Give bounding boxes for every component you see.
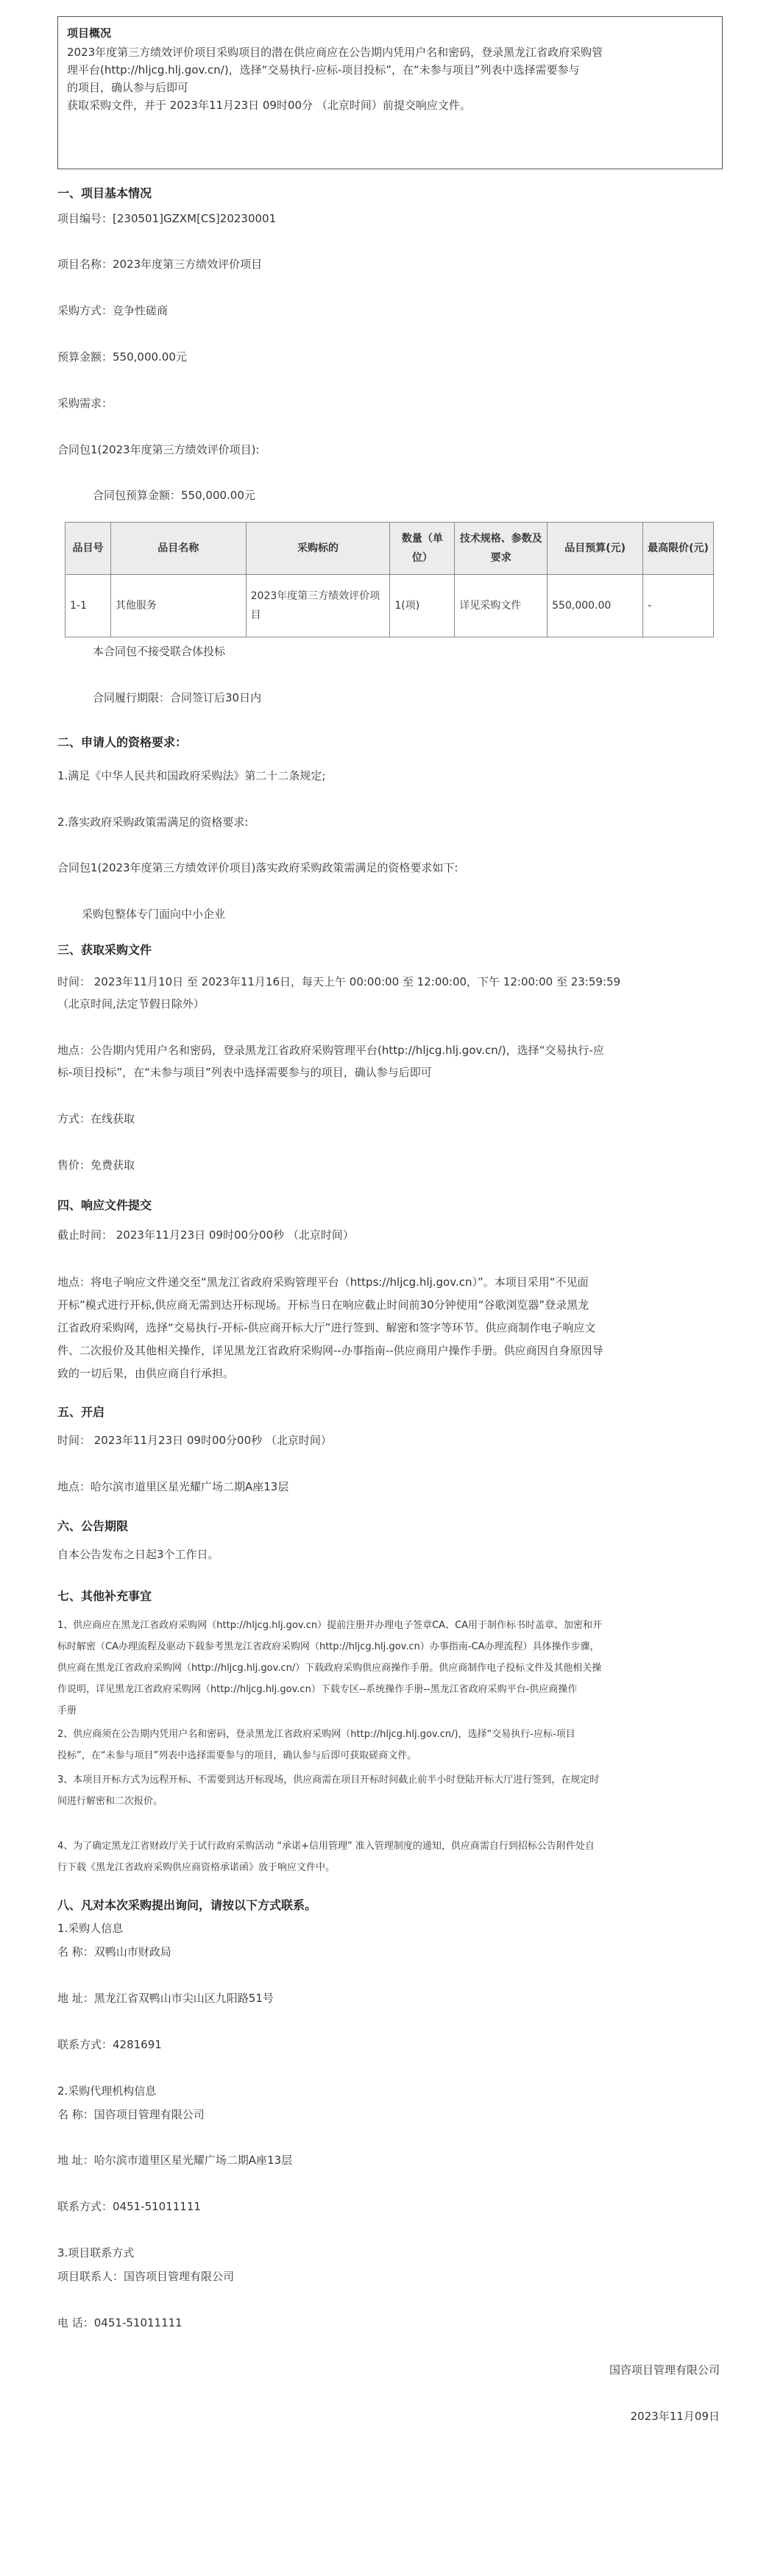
submission-place: 开标”模式进行开标,供应商无需到达开标现场。开标当日在响应截止时间前30分钟使用“谷歌浏览器”登录黑龙 — [57, 1298, 589, 1312]
obtain-price: 售价：免费获取 — [57, 1158, 135, 1172]
qualification-item: 采购包整体专门面向中小企业 — [82, 907, 226, 921]
section-heading: 四、响应文件提交 — [57, 1198, 152, 1212]
announcement-period: 自本公告发布之日起3个工作日。 — [57, 1548, 219, 1561]
table-header: 品目预算(元) — [548, 523, 643, 575]
table-cell: 详见采购文件 — [455, 575, 548, 637]
supplement-item: 4、为了确定黑龙江省财政厅关于试行政府采购活动 “承诺+信用管理” 准入管理制度的通知，供应商需自行到招标公告附件处自 — [57, 1841, 595, 1852]
qualification-item: 1.满足《中华人民共和国政府采购法》第二十二条规定; — [57, 769, 326, 782]
submission-deadline: 截止时间： 2023年11月23日 09时00分00秒 （北京时间） — [57, 1228, 354, 1242]
project-code: 项目编号：[230501]GZXM[CS]20230001 — [57, 212, 277, 225]
obtain-time: 时间： 2023年11月10日 至 2023年11月16日，每天上午 00:00:00 至 12:00:00，下午 12:00:00 至 23:59:59 — [57, 975, 621, 988]
submission-place: 地点：将电子响应文件递交至“黑龙江省政府采购管理平台（https://hljcg.hlj.gov.cn）”。本项目采用“不见面 — [57, 1275, 589, 1289]
procurement-need: 采购需求： — [57, 397, 113, 410]
table-cell: 2023年度第三方绩效评价项目 — [246, 575, 390, 637]
supplement-item: 供应商在黑龙江省政府采购网（http://hljcg.hlj.gov.cn/）下载政府采购供应商操作手册。供应商制作电子投标文件及其他相关操 — [57, 1663, 602, 1674]
items-table — [65, 522, 714, 637]
agency-phone: 联系方式：0451-51011111 — [57, 2200, 201, 2213]
supplement-item: 行下载《黑龙江省政府采购供应商资格承诺函》放于响应文件中。 — [57, 1862, 336, 1873]
contact-group-title: 2.采购代理机构信息 — [57, 2084, 157, 2098]
project-overview-box — [57, 16, 723, 169]
section-heading: 八、凡对本次采购提出询问，请按以下方式联系。 — [57, 1898, 317, 1912]
table-header: 采购标的 — [246, 523, 390, 575]
budget-amount: 预算金额：550,000.00元 — [57, 350, 187, 364]
section-heading: 三、获取采购文件 — [57, 943, 152, 957]
table-header-row — [65, 523, 714, 575]
issue-date: 2023年11月09日 — [630, 2410, 720, 2423]
submission-place: 件、二次报价及其他相关操作，详见黑龙江省政府采购网--办事指南--供应商用户操作手册。供应商因自身原因导 — [57, 1344, 603, 1357]
qualification-item: 2.落实政府采购政策需满足的资格要求: — [57, 815, 249, 829]
section-heading: 一、项目基本情况 — [57, 186, 152, 200]
contact-group-title: 1.采购人信息 — [57, 1922, 124, 1935]
submission-place: 致的一切后果，由供应商自行承担。 — [57, 1367, 235, 1380]
table-row — [65, 575, 714, 637]
table-cell: 其他服务 — [110, 575, 246, 637]
section-heading: 二、申请人的资格要求： — [57, 735, 188, 749]
opening-time: 时间： 2023年11月23日 09时00分00秒 （北京时间） — [57, 1434, 332, 1447]
overview-line: 的项目，确认参与后即可 — [67, 81, 189, 94]
table-cell: 550,000.00 — [548, 575, 643, 637]
obtain-place: 地点：公告期内凭用户名和密码，登录黑龙江省政府采购管理平台(http://hljcg.hlj.gov.cn/)，选择“交易执行-应 — [57, 1044, 604, 1057]
obtain-time-note: （北京时间,法定节假日除外） — [57, 997, 205, 1011]
table-cell: 1(项) — [390, 575, 455, 637]
table-header: 数量（单位） — [390, 523, 455, 575]
submission-place: 江省政府采购网，选择“交易执行-开标-供应商开标大厅”进行签到、解密和签字等环节。供应商制作电子响应文 — [57, 1321, 596, 1334]
supplement-item: 投标”，在“未参与项目”列表中选择需要参与的项目，确认参与后即可获取磋商文件。 — [57, 1750, 417, 1761]
project-name: 项目名称：2023年度第三方绩效评价项目 — [57, 258, 263, 271]
no-consortium-note: 本合同包不接受联合体投标 — [93, 645, 226, 658]
section-heading: 六、公告期限 — [57, 1519, 129, 1533]
table-header: 技术规格、参数及要求 — [455, 523, 548, 575]
supplement-item: 标时解密（CA办理流程及驱动下载参考黑龙江省政府采购网（http://hljcg.hlj.gov.cn）办事指南-CA办理流程）具体操作步骤， — [57, 1641, 600, 1652]
qualification-item: 合同包1(2023年度第三方绩效评价项目)落实政府采购政策需满足的资格要求如下: — [57, 861, 458, 874]
supplement-item: 间进行解密和二次报价。 — [57, 1796, 163, 1807]
supplement-item: 1、供应商应在黑龙江省政府采购网（http://hljcg.hlj.gov.cn）提前注册并办理电子签章CA、CA用于制作标书时盖章、加密和开 — [57, 1620, 603, 1631]
project-contact: 项目联系人：国咨项目管理有限公司 — [57, 2270, 235, 2283]
table-cell: - — [643, 575, 714, 637]
agency-address: 地 址：哈尔滨市道里区星光耀广场二期A座13层 — [57, 2154, 293, 2167]
contact-group-title: 3.项目联系方式 — [57, 2246, 135, 2260]
purchaser-address: 地 址：黑龙江省双鸭山市尖山区九阳路51号 — [57, 1992, 274, 2005]
supplement-item: 2、供应商须在公告期内凭用户名和密码，登录黑龙江省政府采购网（http://hljcg.hlj.gov.cn/)，选择“交易执行-应标-项目 — [57, 1729, 575, 1740]
overview-title: 项目概况 — [67, 26, 112, 40]
table-cell: 1-1 — [65, 575, 111, 637]
opening-place: 地点：哈尔滨市道里区星光耀广场二期A座13层 — [57, 1480, 289, 1493]
project-phone: 电 话：0451-51011111 — [57, 2316, 183, 2329]
table-header: 品目名称 — [110, 523, 246, 575]
procurement-method: 采购方式：竞争性磋商 — [57, 304, 169, 317]
overview-line: 获取采购文件，并于 2023年11月23日 09时00分 （北京时间）前提交响应文件。 — [67, 99, 471, 112]
obtain-method: 方式：在线获取 — [57, 1112, 135, 1125]
contract-package: 合同包1(2023年度第三方绩效评价项目): — [57, 443, 260, 456]
supplement-item: 手册 — [57, 1705, 77, 1716]
purchaser-name: 名 称：双鸭山市财政局 — [57, 1945, 171, 1958]
overview-line: 理平台(http://hljcg.hlj.gov.cn/)，选择“交易执行-应标-项目投标”，在“未参与项目”列表中选择需要参与 — [67, 63, 580, 77]
contract-term: 合同履行期限：合同签订后30日内 — [93, 691, 262, 704]
issuer-name: 国咨项目管理有限公司 — [609, 2363, 720, 2377]
supplement-item: 3、本项目开标方式为远程开标、不需要到达开标现场，供应商需在项目开标时间截止前半小时登陆开标大厅进行签到，在规定时 — [57, 1774, 600, 1786]
agency-name: 名 称：国咨项目管理有限公司 — [57, 2108, 205, 2121]
section-heading: 七、其他补充事宜 — [57, 1589, 152, 1603]
obtain-place: 标-项目投标”，在“未参与项目”列表中选择需要参与的项目，确认参与后即可 — [57, 1066, 432, 1079]
supplement-item: 作说明，详见黑龙江省政府采购网（http://hljcg.hlj.gov.cn）下载专区--系统操作手册--黑龙江省政府采购平台-供应商操作 — [57, 1684, 578, 1695]
purchaser-phone: 联系方式：4281691 — [57, 2038, 162, 2051]
table-header: 品目号 — [65, 523, 111, 575]
section-heading: 五、开启 — [57, 1405, 105, 1419]
overview-line: 2023年度第三方绩效评价项目采购项目的潜在供应商应在公告期内凭用户名和密码，登录黑龙江省政府采购管 — [67, 46, 603, 59]
table-header: 最高限价(元) — [643, 523, 714, 575]
package-budget: 合同包预算金额：550,000.00元 — [93, 489, 255, 502]
